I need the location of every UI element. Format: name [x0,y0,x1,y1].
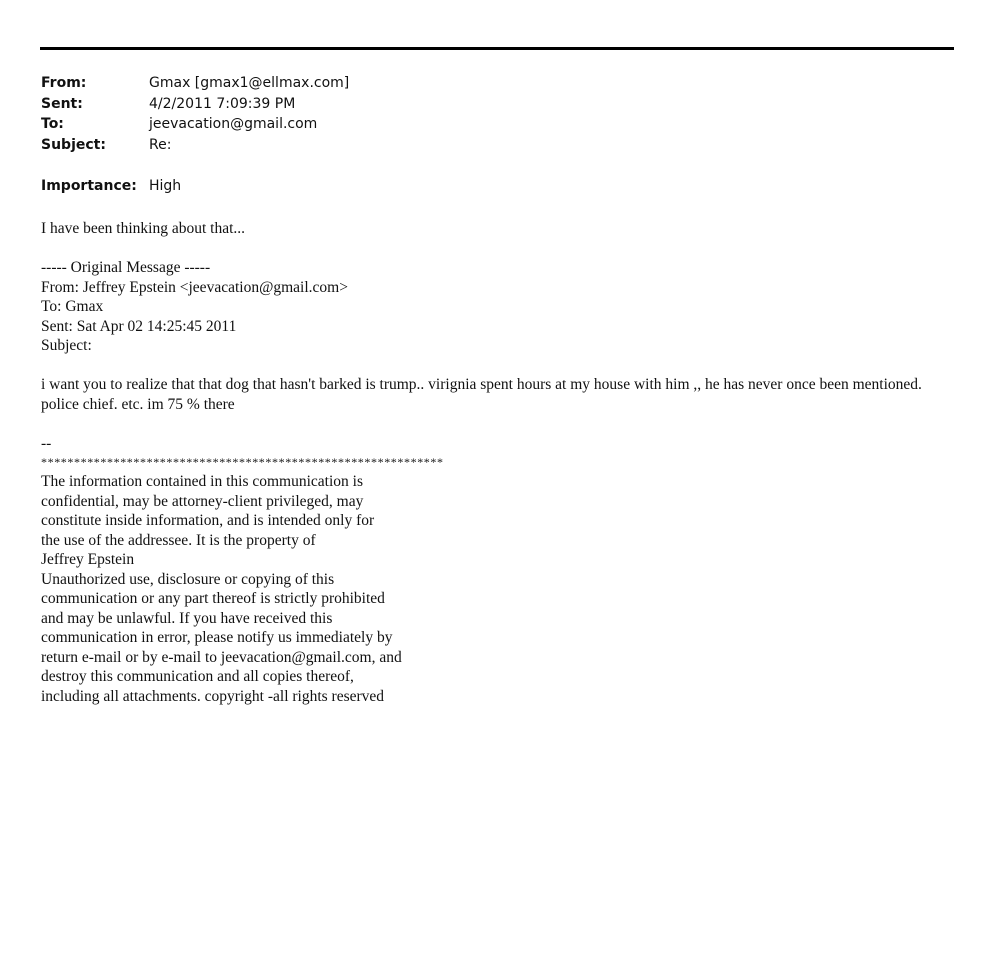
from-label: From: [41,75,87,91]
footer-line: return e-mail or by e-mail to jeevacation@gmail.com, and [41,649,402,666]
sent-label: Sent: [41,96,83,112]
sent-value: 4/2/2011 7:09:39 PM [149,96,296,112]
footer-line: the use of the addressee. It is the property of [41,532,316,549]
footer-line: communication in error, please notify us immediately by [41,629,393,646]
footer-line: Jeffrey Epstein [41,551,135,568]
to-label: To: [41,116,64,132]
original-separator: ----- Original Message ----- [41,259,211,276]
original-to: To: Gmax [41,298,104,315]
footer-stars: ************************************************************* [41,455,444,469]
original-subject: Subject: [41,337,92,354]
footer-line: and may be unlawful. If you have received this [41,610,333,627]
footer-line: confidential, may be attorney-client privileged, may [41,493,364,510]
subject-label: Subject: [41,137,106,153]
top-rule [40,47,954,50]
footer-line: communication or any part thereof is strictly prohibited [41,590,385,607]
importance-value: High [149,178,182,194]
footer-line: including all attachments. copyright -all rights reserved [41,688,385,705]
footer-line: Unauthorized use, disclosure or copying of this [41,571,335,588]
importance-label: Importance: [41,178,137,194]
footer-dashes: -- [41,435,52,452]
footer-line: constitute inside information, and is intended only for [41,512,375,529]
footer-line: The information contained in this communication is [41,473,363,490]
from-value: Gmax [gmax1@ellmax.com] [149,75,350,91]
original-body: i want you to realize that that dog that hasn't barked is trump.. virignia spent hours at my house with him ,, he has never once been mentioned. police chief. etc. im 75 % there [41,376,922,413]
original-from: From: Jeffrey Epstein <jeevacation@gmail.com> [41,279,348,296]
reply-text: I have been thinking about that... [41,220,246,237]
original-sent: Sent: Sat Apr 02 14:25:45 2011 [41,318,237,335]
subject-value: Re: [149,137,172,153]
footer-line: destroy this communication and all copies thereof, [41,668,354,685]
to-value: jeevacation@gmail.com [149,116,318,132]
